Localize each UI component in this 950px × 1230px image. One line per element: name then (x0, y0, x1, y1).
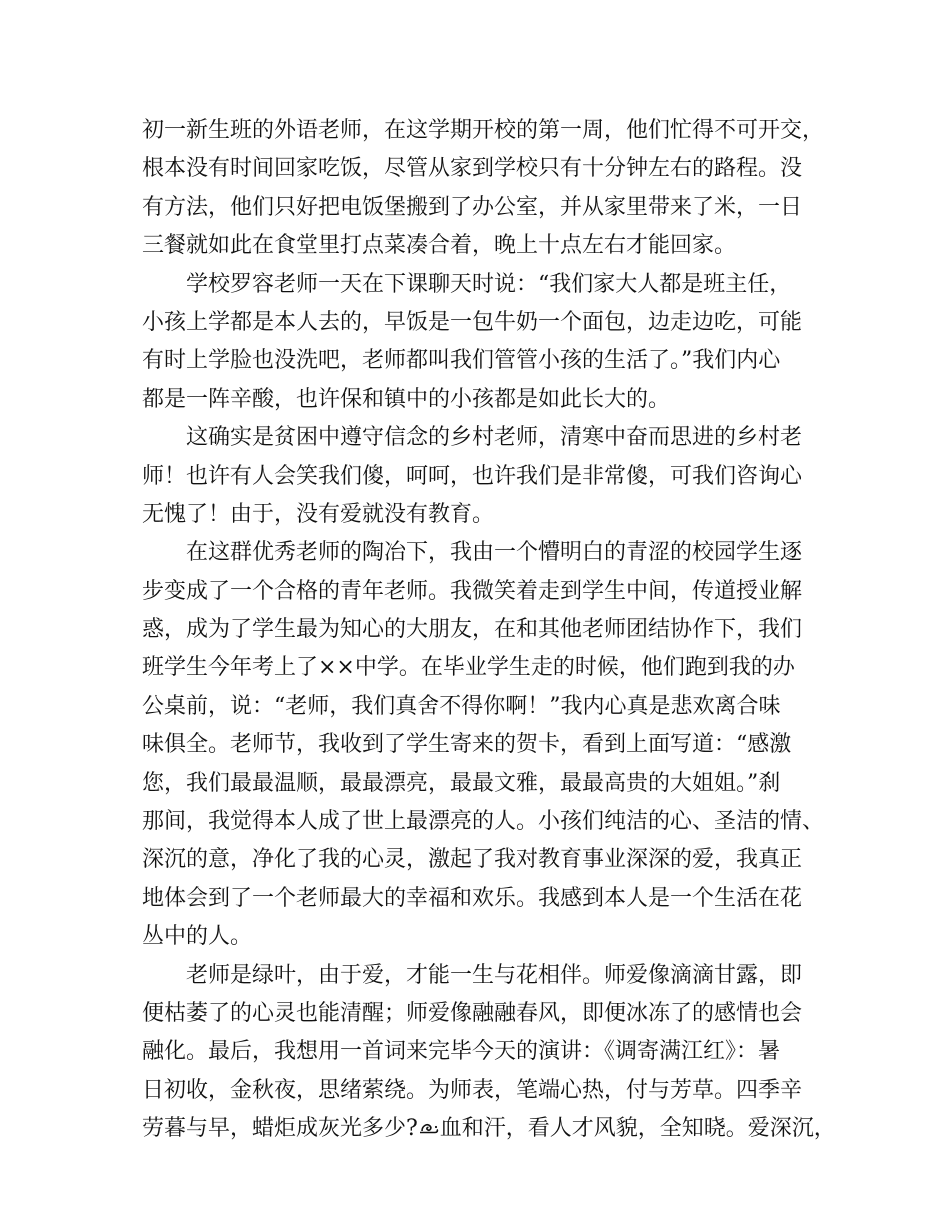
text-line: 地体会到了一个老师最大的幸福和欢乐。我感到本人是一个生活在花 (142, 885, 803, 911)
text-line: 日初收，金秋夜，思绪萦绕。为师表，笔端心热，付与芳草。四季辛 (142, 1077, 803, 1103)
text-line: 那间，我觉得本人成了世上最漂亮的人。小孩们纯洁的心、圣洁的情、 (142, 809, 825, 835)
paragraph-start-line: 老师是绿叶，由于爱，才能一生与花相伴。师爱像滴滴甘露，即 (186, 962, 803, 988)
document-body (142, 112, 836, 1149)
text-line: 惑，成为了学生最为知心的大朋友，在和其他老师团结协作下，我们 (142, 617, 803, 643)
text-line-with-icon (142, 1110, 836, 1148)
text-line: 便枯萎了的心灵也能清醒；师爱像融融春风，即便冰冻了的感情也会 (142, 1000, 803, 1026)
text-line: 有时上学脸也没洗吧，老师都叫我们管管小孩的生活了。”我们内心 (142, 348, 781, 374)
text-line: 初一新生班的外语老师，在这学期开校的第一周，他们忙得不可开交， (142, 118, 825, 143)
text-line: 步变成了一个合格的青年老师。我微笑着走到学生中间，传道授业解 (142, 578, 803, 604)
text-line: 丛中的人。 (142, 924, 253, 950)
text-line: 您，我们最最温顺，最最漂亮，最最文雅，最最高贵的大姐姐。”刹 (142, 770, 781, 796)
text-line: 三餐就如此在食堂里打点菜凑合着，晚上十点左右才能回家。 (142, 233, 737, 259)
text-segment: 血和汗，看人才风貌，全知晓。爱深沉， (439, 1116, 836, 1142)
text-line: 无愧了！由于，没有爱就没有教育。 (142, 501, 495, 527)
paragraph-start-line: 学校罗容老师一天在下课聊天时说：“我们家大人都是班主任， (186, 271, 792, 297)
text-line: 深沉的意，净化了我的心灵，激起了我对教育事业深深的爱，我真正 (142, 847, 803, 873)
text-line: 根本没有时间回家吃饭，尽管从家到学校只有十分钟左右的路程。没 (142, 156, 803, 182)
snail-dingbat-icon (418, 1110, 440, 1148)
text-line: 公桌前，说：“老师，我们真舍不得你啊！”我内心真是悲欢离合味 (142, 693, 781, 719)
paragraph-start-line: 这确实是贫困中遵守信念的乡村老师，清寒中奋而思进的乡村老 (186, 425, 803, 451)
text-line: 班学生今年考上了××中学。在毕业学生走的时候，他们跑到我的办 (142, 655, 795, 681)
text-line: 小孩上学都是本人去的，早饭是一包牛奶一个面包，边走边吃，可能 (142, 309, 803, 335)
text-line: 味俱全。老师节，我收到了学生寄来的贺卡，看到上面写道：“感激 (142, 732, 792, 758)
text-line: 师！也许有人会笑我们傻，呵呵，也许我们是非常傻，可我们咨询心 (142, 463, 803, 489)
paragraph-start-line: 在这群优秀老师的陶冶下，我由一个懵明白的青涩的校园学生逐 (186, 540, 803, 566)
text-line: 有方法，他们只好把电饭堡搬到了办公室，并从家里带来了米，一日 (142, 194, 803, 220)
text-line: 都是一阵辛酸，也许保和镇中的小孩都是如此长大的。 (142, 386, 671, 412)
text-segment: 劳暮与早，蜡炬成灰光多少? (142, 1116, 418, 1142)
text-line: 融化。最后，我想用一首词来完毕今天的演讲：《调寄满江红》：暑 (142, 1039, 781, 1065)
